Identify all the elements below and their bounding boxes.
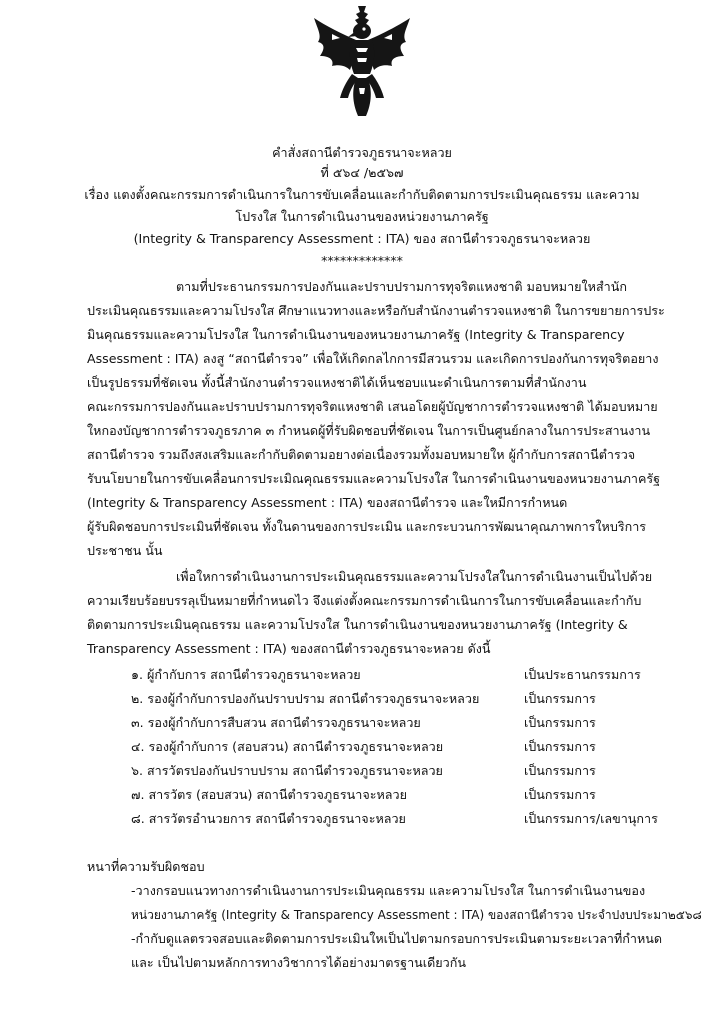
garuda-emblem-icon xyxy=(312,4,412,120)
duty-line: -วางกรอบแนวทางการดำเนินงานการประเมินคุณธรรม และความโปรงใส ในการดำเนินงานของ xyxy=(131,883,646,898)
paragraph-1-line: ประเมินคุณธรรมและความโปรงใส ศึกษาแนวทางและหรือกับสำนักงานตำรวจแหงชาติ ในการขยายการประ xyxy=(87,303,665,318)
paragraph-1-line: ผู้รับผิดชอบการประเมินที่ชัดเจน ทั้งในดานของการประเมิน และกระบวนการพัฒนาคุณภาพการใหบริการ xyxy=(87,519,647,534)
committee-member-role: เป็นกรรมการ xyxy=(524,739,596,754)
duties-heading: หนาที่ความรับผิดชอบ xyxy=(87,859,205,874)
order-subject-line-3: (Integrity & Transparency Assessment : ITA) ของ สถานีตำรวจภูธรนาจะหลวย xyxy=(133,231,591,246)
paragraph-2-line: ความเรียบร้อยบรรลุเป็นหมายที่กำหนดไว จึงแต่งตั้งคณะกรรมการดำเนินการในการขับเคลื่อนและกำกับ xyxy=(87,593,642,608)
duty-line: หน่วยงานภาครัฐ (Integrity & Transparency Assessment : ITA) ของสถานีตำรวจ ประจำปงบประมา๒๕๖๘ xyxy=(131,908,702,922)
duty-line: และ เป็นไปตามหลักการทางวิชาการได้อย่างมาตรฐานเดียวกัน xyxy=(131,955,466,970)
committee-member-name: ๔. รองผู้กำกับการ (สอบสวน) สถานีตำรวจภูธรนาจะหลวย xyxy=(131,739,444,754)
order-subject-line-2: โปรงใส ในการดำเนินงานของหน่วยงานภาครัฐ xyxy=(235,209,489,224)
paragraph-1-line: สถานีตำรวจ รวมถึงสงเสริมและกำกับติดตามอยางต่อเนื่องรวมทั้งมอบหมายให ผู้กำกับการสถานีตำรวจ xyxy=(87,447,636,462)
committee-member-name: ๘. สารวัตรอำนวยการ สถานีตำรวจภูธรนาจะหลวย xyxy=(131,811,406,826)
committee-member-role: เป็นกรรมการ xyxy=(524,787,596,802)
order-org-line: คำสั่งสถานีตำรวจภูธรนาจะหลวย xyxy=(272,145,452,160)
order-subject-line-1: เรื่อง แตงตั้งคณะกรรมการดำเนินการในการขับเคลื่อนและกำกับติดตามการประเมินคุณธรรม และความ xyxy=(84,187,640,202)
paragraph-2-line: Transparency Assessment : ITA) ของสถานีตำรวจภูธรนาจะหลวย ดังนี้ xyxy=(87,641,491,656)
committee-member-role: เป็นกรรมการ/เลขานุการ xyxy=(524,811,658,826)
committee-member-name: ๑. ผู้กำกับการ สถานีตำรวจภูธรนาจะหลวย xyxy=(131,667,361,682)
committee-member-name: ๓. รองผู้กำกับการสืบสวน สถานีตำรวจภูธรนาจะหลวย xyxy=(131,715,421,730)
paragraph-2-line: ติดตามการประเมินคุณธรรม และความโปรงใส ในการดำเนินงานของหนวยงานภาครัฐ (Integrity & xyxy=(87,617,628,632)
paragraph-1-line: เป็นรูปธรรมที่ชัดเจน ทั้งนี้สำนักงานตำรวจแหงชาติได้เห็นชอบแนะดำเนินการตามที่สำนักงาน xyxy=(87,375,587,390)
duty-line: -กำกับดูแลตรวจสอบและติดตามการประเมินใหเป็นไปตามกรอบการประเมินตามระยะเวลาที่กำหนด xyxy=(131,931,663,946)
committee-member-role: เป็นกรรมการ xyxy=(524,691,596,706)
committee-member-role: เป็นกรรมการ xyxy=(524,763,596,778)
order-number: ที่ ๕๖๔ /๒๕๖๗ xyxy=(320,165,404,180)
paragraph-1-line: ประชาชน นั้น xyxy=(87,543,163,558)
committee-member-name: ๒. รองผู้กำกับการปองกันปราบปราม สถานีตำรวจภูธรนาจะหลวย xyxy=(131,691,480,706)
committee-member-role: เป็นกรรมการ xyxy=(524,715,596,730)
paragraph-1-line: คณะกรรมการปองกันและปราบปรามการทุจริตแหงชาติ เสนอโดยผู้บัญชาการตำรวจแหงชาติ ได้มอบหมาย xyxy=(87,399,658,414)
committee-member-name: ๖. สารวัตรปองกันปราบปราม สถานีตำรวจภูธรนาจะหลวย xyxy=(131,763,443,778)
committee-member-name: ๗. สารวัตร (สอบสวน) สถานีตำรวจภูธรนาจะหลวย xyxy=(131,787,407,802)
paragraph-1-line: ตามที่ประธานกรรมการปองกันและปราบปรามการทุจริตแหงชาติ มอบหมายใหสำนัก xyxy=(176,279,627,294)
committee-member-role: เป็นประธานกรรมการ xyxy=(524,667,641,682)
paragraph-1-line: (Integrity & Transparency Assessment : ITA) ของสถานีตำรวจ และใหมีการกำหนด xyxy=(87,495,568,510)
paragraph-1-line: Assessment : ITA) ลงสู “สถานีตำรวจ” เพื่อให้เกิดกลไกการมีสวนรวม และเกิดการปองกันการทุจริตอยาง xyxy=(87,351,659,366)
separator-stars: ************* xyxy=(321,253,403,268)
paragraph-1-line: ใหกองบัญชาการตำรวจภูธรภาค ๓ กำหนดผู้ที่รับผิดชอบที่ชัดเจน ในการเป็นศูนย์กลางในการประสานงาน xyxy=(87,423,651,438)
paragraph-2-line: เพื่อใหการดำเนินงานการประเมินคุณธรรมและความโปรงใสในการดำเนินงานเป็นไปด้วย xyxy=(176,569,653,584)
paragraph-1-line: รับนโยบายในการขับเคลื่อนการประเมิณคุณธรรมและความโปรงใส ในการดำเนินงานของหนวยงานภาครัฐ xyxy=(87,471,661,486)
paragraph-1-line: มินคุณธรรมและความโปรงใส ในการดำเนินงานของหนวยงานภาครัฐ (Integrity & Transparency xyxy=(87,327,625,342)
